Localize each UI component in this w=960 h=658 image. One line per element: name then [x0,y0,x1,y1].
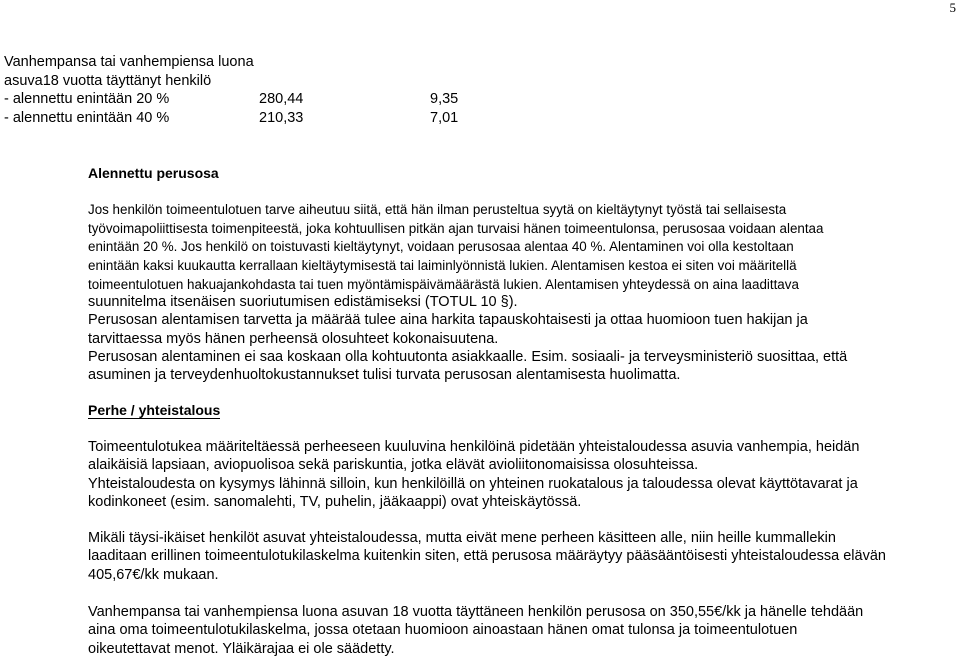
family-section [88,402,954,418]
table-row-label: - alennettu enintään 40 % [4,109,170,126]
text-line: Perusosan alentaminen ei saa koskaan olla kohtuutonta asiakkaalle. Esim. sosiaali- ja terveysministeriö suosittaa, että [88,348,848,365]
text-line: tarvittaessa myös hänen perheensä olosuhteet kokonaisuutena. [88,330,499,347]
text-line: aina oma toimeentulotukilaskelma, jossa otetaan huomioon ainoastaan hänen omat tulonsa ja toimeentulotuen [88,622,798,639]
text-line: suunnitelma itsenäisen suoriutumisen edistämiseksi (TOTUL 10 §). [88,294,518,310]
table-row-daily: 9,35 [430,91,459,107]
table-row-label: Vanhempansa tai vanhempiensa luona [4,54,254,70]
text-line: Jos henkilön toimeentulotuen tarve aiheutuu siitä, että hän ilman perusteltua syytä on kieltäytynyt työstä tai sellaisesta [88,202,787,217]
page-number: 5 [949,0,956,15]
text-line: Yhteistaloudesta on kysymys lähinnä silloin, kun henkilöillä on yhteinen ruokatalous ja taloudessa olevat käyttötavarat ja [88,475,858,492]
text-line: alaikäisiä lapsiaan, aviopuolisoa sekä pariskuntia, jotka elävät avioliitonomaisissa olosuhteissa. [88,457,699,474]
text-line: Vanhempansa tai vanhempiensa luona asuvan 18 vuotta täyttäneen henkilön perusosa on 350,55€/kk ja hänelle tehdään [88,604,864,620]
reduced-basic-amount-text [88,201,954,295]
table-row-label: asuva18 vuotta täyttänyt henkilö [4,72,212,89]
text-line: Perusosan alentamisen tarvetta ja määrää tulee aina harkita tapauskohtaisesti ja ottaa huomioon tuen hakijan ja [88,312,808,329]
text-line: 405,67€/kk mukaan. [88,566,219,583]
section-heading [88,402,954,418]
table-row-amount: 210,33 [259,109,304,126]
section-heading-text: Perhe / yhteistalous [88,402,221,418]
text-line: enintään kaksi kuukautta kerrallaan kieltäytymisestä tai laiminlyönnistä lukien. Alentamisen kestoa ei siten voi määritellä [88,258,797,274]
table-row-daily: 7,01 [430,109,459,126]
text-line: toimeentulotuen hakuajankohdasta tai tuen myöntämispäivämäärästä lukien. Alentamisen yhteydessä on aina laadittava [88,276,799,292]
reduced-basic-amount-text-cont [88,293,954,384]
table-row-amount: 280,44 [259,91,304,107]
text-line: Toimeentulotukea määriteltäessä perheeseen kuuluvina henkilöinä pidetään yhteistaloudessa asuvia vanhempia, heidän [88,439,860,455]
text-line: laaditaan erillinen toimeentulotukilaskelma kuitenkin siten, että perusosa määräytyy pääsääntöisesti yhteistaloudessa elävän [88,548,886,565]
text-line: työvoimapoliittisesta toimenpiteestä, joka kohtuullisen pitkän ajan turvaisi hänen toimeentulonsa, perusosaa voidaan alentaa [88,220,824,236]
family-paragraph-1 [88,438,954,511]
text-line: kodinkoneet (esim. sanomalehti, TV, puhelin, jääkaappi) ovat yhteiskäytössä. [88,493,582,510]
family-paragraph-2 [88,529,954,584]
section-heading: Alennettu perusosa [88,165,219,181]
text-line: oikeutettavat menot. Yläikärajaa ei ole säädetty. [88,640,395,657]
reduced-basic-amount-section [88,165,954,181]
text-line: asuminen ja terveydenhuoltokustannukset tulisi turvata perusosan alentamisesta huolimatta. [88,367,681,384]
table-row-label: - alennettu enintään 20 % [4,91,170,107]
family-paragraph-3 [88,603,954,658]
text-line: enintään 20 %. Jos henkilö on toistuvasti kieltäytynyt, voidaan perusosaa alentaa 40 %. Alentaminen voi olla kestoltaan [88,239,794,255]
text-line: Mikäli täysi-ikäiset henkilöt asuvat yhteistaloudessa, mutta eivät mene perheen käsitteen alle, niin heille kummallekin [88,530,836,546]
